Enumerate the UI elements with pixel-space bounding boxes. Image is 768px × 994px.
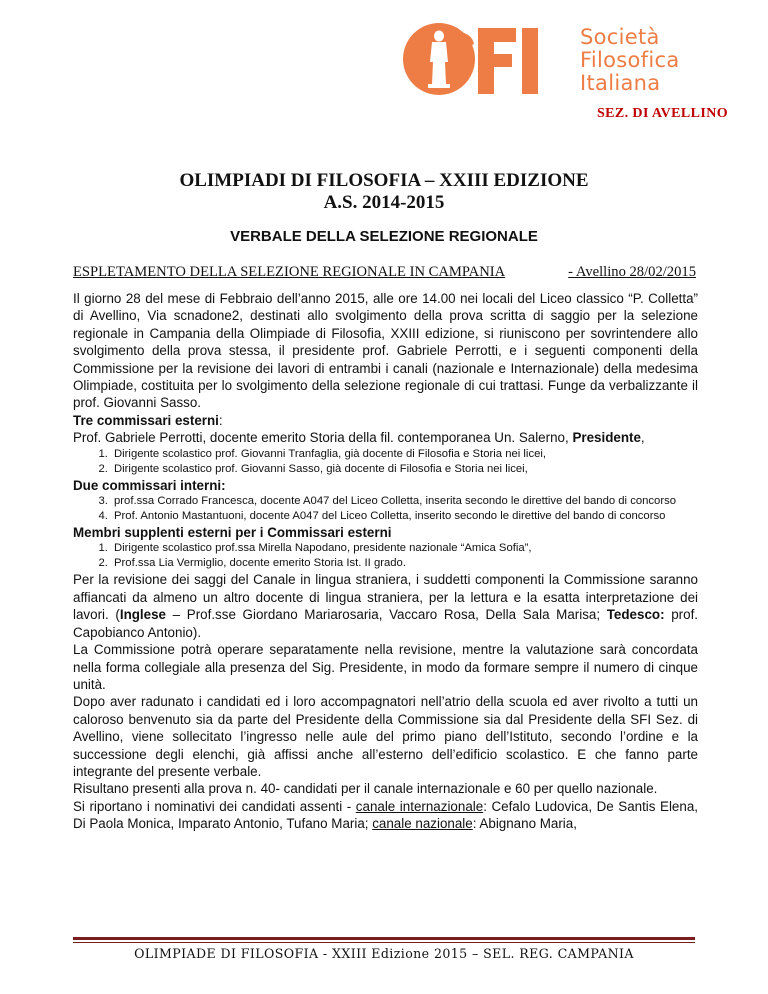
internal-commissioners-heading: Due commissari interni:	[73, 477, 226, 493]
absent-text-3: : Abignano Maria,	[472, 816, 577, 832]
external-heading-colon: :	[218, 412, 223, 428]
page-footer: OLIMPIADE DI FILOSOFIA - XXIII Edizione 2015 – SEL. REG. CAMPANIA	[134, 946, 634, 961]
logo-word-2: Filosofica	[580, 48, 680, 72]
footer-divider-thin	[73, 942, 695, 943]
title-line-2: A.S. 2014-2015	[323, 192, 445, 213]
channel-international-label: canale internazionale	[355, 798, 484, 814]
list-item: 4. Prof. Antonio Mastantuoni, docente A047 del Liceo Colletta, inserito secondo le direttive del bando di concorso	[111, 509, 698, 524]
channel-national-label: canale nazionale	[372, 816, 473, 832]
list-item: 3. prof.ssa Corrado Francesca, docente A047 del Liceo Colletta, inserita secondo le direttive del bando di concorso	[111, 494, 698, 509]
present-paragraph: Risultano presenti alla prova n. 40- candidati per il canale internazionale e 60 per quello nazionale.	[73, 781, 658, 797]
list-item: 1. Dirigente scolastico prof.ssa Mirella Napodano, presidente nazionale “Amica Sofia”,	[111, 541, 698, 556]
section-heading-right: - Avellino 28/02/2015	[568, 264, 696, 280]
president-role: Presidente	[572, 430, 641, 446]
foreign-language-paragraph	[73, 571, 698, 641]
page-subtitle: VERBALE DELLA SELEZIONE REGIONALE	[230, 228, 538, 245]
external-heading-text: Tre commissari esterni	[73, 412, 219, 428]
absent-text-2: : Cefalo Ludovica, De Santis Elena, Di Paola Monica, Imparato Antonio, Tufano Maria;	[73, 798, 698, 832]
title-line-1: OLIMPIADI DI FILOSOFIA – XXIII EDIZIONE	[179, 170, 589, 191]
sfi-logo	[402, 22, 680, 100]
sfi-monogram-graphic	[402, 22, 580, 100]
section-heading	[73, 264, 696, 281]
logo-word-1: Società	[580, 25, 660, 49]
intro-paragraph: Il giorno 28 del mese di Febbraio dell’anno 2015, alle ore 14.00 nei locali del Liceo classico “P. Colletta” di Avellino, Via scnadone2, destinati allo svolgimento della prova scritta di saggio per la selezione regionale in Campania della Olimpiade di Filosofia, XXIII edizione, si riuniscono per sovrintendere allo svolgimento della prova stessa, il presidente prof. Gabriele Perrotti, e i seguenti componenti della Commissione per la revisione dei lavori di entrambi i canali (nazionale e Internazionale) della medesima Olimpiade, costituita per lo svolgimento della selezione regionale di cui trattasi. Funge da verbalizzante il prof. Giovanni Sasso.	[73, 291, 698, 411]
absent-paragraph	[73, 798, 698, 833]
section-label: SEZ. DI AVELLINO	[596, 106, 728, 121]
logo-words	[580, 26, 680, 95]
foreign-language-english: Inglese	[119, 607, 166, 623]
document-body	[73, 290, 698, 833]
absent-text-1: Si riportano i nominativi dei candidati assenti -	[73, 798, 356, 814]
substitutes-heading: Membri supplenti esterni per i Commissari esterni	[73, 525, 392, 541]
foreign-text-3: prof. Capobianco Antonio).	[73, 607, 699, 640]
foreign-text-2: – Prof.sse Giordano Mariarosaria, Vaccaro Rosa, Della Sala Marisa;	[166, 607, 607, 623]
external-commissioners-list	[73, 447, 698, 477]
page-title	[0, 170, 768, 214]
section-heading-left: ESPLETAMENTO DELLA SELEZIONE REGIONALE IN CAMPANIA	[73, 264, 506, 280]
list-item: 2. Prof.ssa Lia Vermiglio, docente emerito Storia Ist. II grado.	[111, 556, 698, 571]
foreign-language-german: Tedesco:	[606, 607, 665, 623]
commission-paragraph: La Commissione potrà operare separatamente nella revisione, mentre la valutazione sarà concordata nella forma collegiale alla presenza del Sig. Presidente, in modo da formare sempre il numero di cinque unità.	[73, 642, 698, 692]
list-item: 1. Dirigente scolastico prof. Giovanni Tranfaglia, già docente di Filosofia e Storia nei licei,	[111, 447, 698, 462]
list-item: 2. Dirigente scolastico prof. Giovanni Sasso, già docente di Filosofia e Storia nei licei,	[111, 462, 698, 477]
logo-word-3: Italiana	[580, 71, 661, 95]
president-line	[73, 429, 698, 446]
welcome-paragraph: Dopo aver radunato i candidati ed i loro accompagnatori nell’atrio della scuola ed aver rivolto a tutti un caloroso benvenuto sia da parte del Presidente della Commissione sia dal Presidente della SFI Sez. di Avellino, viene sollecitato l’ingresso nelle aule del primo piano dell’Istituto, secondo l’ordine e la successione degli elenchi, già affissi anche all’esterno dell’edificio scolastico. E che fanno parte integrante del presente verbale.	[73, 694, 698, 779]
substitutes-list	[73, 541, 698, 571]
external-commissioners-heading	[73, 412, 698, 429]
president-text: Prof. Gabriele Perrotti, docente emerito Storia della fil. contemporanea Un. Salerno,	[73, 430, 573, 446]
brand-letters-graphic	[478, 28, 538, 94]
internal-commissioners-list	[73, 494, 698, 524]
footer-divider	[73, 937, 695, 940]
foreign-text-1: Per la revisione dei saggi del Canale in lingua straniera, i suddetti componenti la Commissione saranno affiancati da almeno un altro docente di lingua straniera, per la lettura e la esatta interpretazione dei lavori. (	[73, 572, 698, 623]
president-end: ,	[640, 430, 645, 446]
